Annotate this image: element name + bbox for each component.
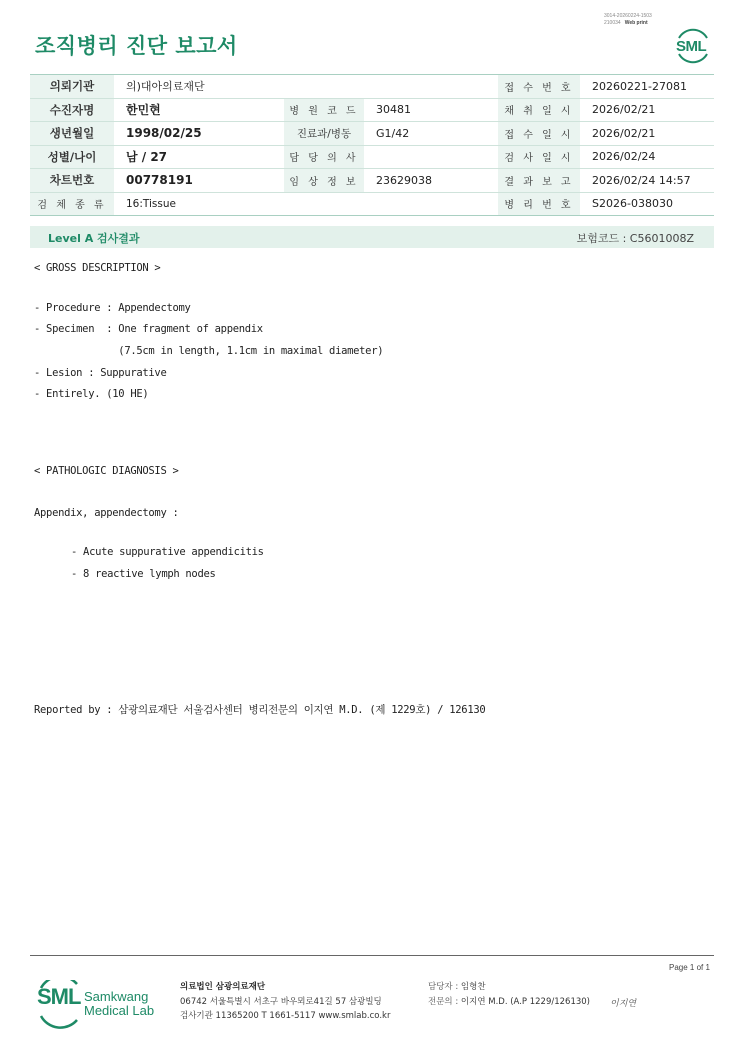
value-result-report: 2026/02/24 14:57 [580,169,714,193]
label-specimen-type: 검 체 종 류 [30,192,114,216]
gross-line: (7.5cm in length, 1.1cm in maximal diameter) [34,345,384,357]
gross-line: - Procedure : Appendectomy [34,302,191,314]
label-birth-date: 생년월일 [30,122,114,146]
value-department-ward: G1/42 [364,122,498,146]
gross-line: - Lesion : Suppurative [34,367,167,379]
org-contact: 검사기관 11365200 T 1661-5117 www.smlab.co.kr [180,1011,391,1021]
report-title: 조직병리 진단 보고서 [35,34,238,58]
value-clinical-info: 23629038 [364,169,498,193]
table-row [30,98,714,122]
specialist-label: 전문의 : [428,996,459,1007]
reported-by: Reported by : 삼광의료재단 서울검사센터 병리전문의 이지연 M.D. (제 1229호) / 126130 [34,704,486,716]
value-hospital-code: 30481 [364,98,498,122]
diagnosis-site: Appendix, appendectomy : [34,507,179,519]
gross-line: - Entirely. (10 HE) [34,388,149,400]
label-attending-physician: 담 당 의 사 [284,145,364,169]
logo-text: SML [676,38,707,55]
diagnosis-item: - Acute suppurative appendicitis [71,546,264,558]
diagnosis-item: - 8 reactive lymph nodes [71,568,216,580]
footer-logo-text: SML [37,984,81,1009]
value-attending-physician [364,145,498,169]
manager-name: 임형찬 [460,982,486,992]
label-patient-name: 수진자명 [30,98,114,122]
sml-logo [673,24,713,64]
footer-divider [30,955,714,956]
table-row [30,122,714,146]
brand-line-1: Samkwang [84,989,149,1004]
label-sex-age: 성별/나이 [30,145,114,169]
label-clinical-info: 임 상 정 보 [284,169,364,193]
footer-organization [180,980,390,1024]
table-row [30,192,714,216]
footer-sml-logo [37,980,87,1030]
value-specimen-type: 16:Tissue [114,192,498,216]
gross-line: - Specimen : One fragment of appendix [34,323,263,335]
org-name: 의료법인 삼광의료재단 [180,982,266,992]
label-hospital-code: 병 원 코 드 [284,98,364,122]
value-test-date: 2026/02/24 [580,145,714,169]
manager-label: 담당자 : [428,982,459,992]
label-test-date: 검 사 일 시 [498,145,580,169]
print-time: 210034 [604,19,621,26]
print-id: 3014-20260224-1503 [604,13,652,19]
footer-brand [84,990,154,1017]
footer-staff [428,980,590,1009]
pathologic-diagnosis-title: < PATHOLOGIC DIAGNOSIS > [34,465,179,477]
org-address: 06742 서울특별시 서초구 바우뫼로41길 57 삼광빌딩 [180,996,382,1007]
print-info [604,13,652,26]
label-result-report: 결 과 보 고 [498,169,580,193]
label-receipt-date: 접 수 일 시 [498,122,580,146]
page-number: Page 1 of 1 [669,963,710,972]
label-chart-number: 차트번호 [30,169,114,193]
specialist-signature: 이지연 [610,999,637,1009]
brand-line-2: Medical Lab [84,1002,155,1018]
table-row [30,75,714,99]
label-collection-date: 채 취 일 시 [498,98,580,122]
result-level-bar [30,226,714,248]
value-requesting-institution: 의)대아의료재단 [114,75,498,99]
patient-info-table [30,74,714,216]
label-department-ward: 진료과/병동 [284,122,364,146]
result-level: Level A 검사결과 [48,232,140,245]
value-birth-date: 1998/02/25 [114,122,284,146]
value-accession-number: 20260221-27081 [580,75,714,99]
value-chart-number: 00778191 [114,169,284,193]
label-accession-number: 접 수 번 호 [498,75,580,99]
value-sex-age: 남 / 27 [114,145,284,169]
label-pathology-number: 병 리 번 호 [498,192,580,216]
label-requesting-institution: 의뢰기관 [30,75,114,99]
specialist-name: 이지연 M.D. (A.P 1229/126130) [460,996,590,1007]
print-mode: Web print [624,19,648,26]
value-receipt-date: 2026/02/21 [580,122,714,146]
value-collection-date: 2026/02/21 [580,98,714,122]
gross-description-title: < GROSS DESCRIPTION > [34,262,161,274]
value-patient-name: 한민현 [114,98,284,122]
table-row [30,169,714,193]
table-row [30,145,714,169]
value-pathology-number: S2026-038030 [580,192,714,216]
insurance-code: 보험코드 : C5601008Z [576,232,694,245]
